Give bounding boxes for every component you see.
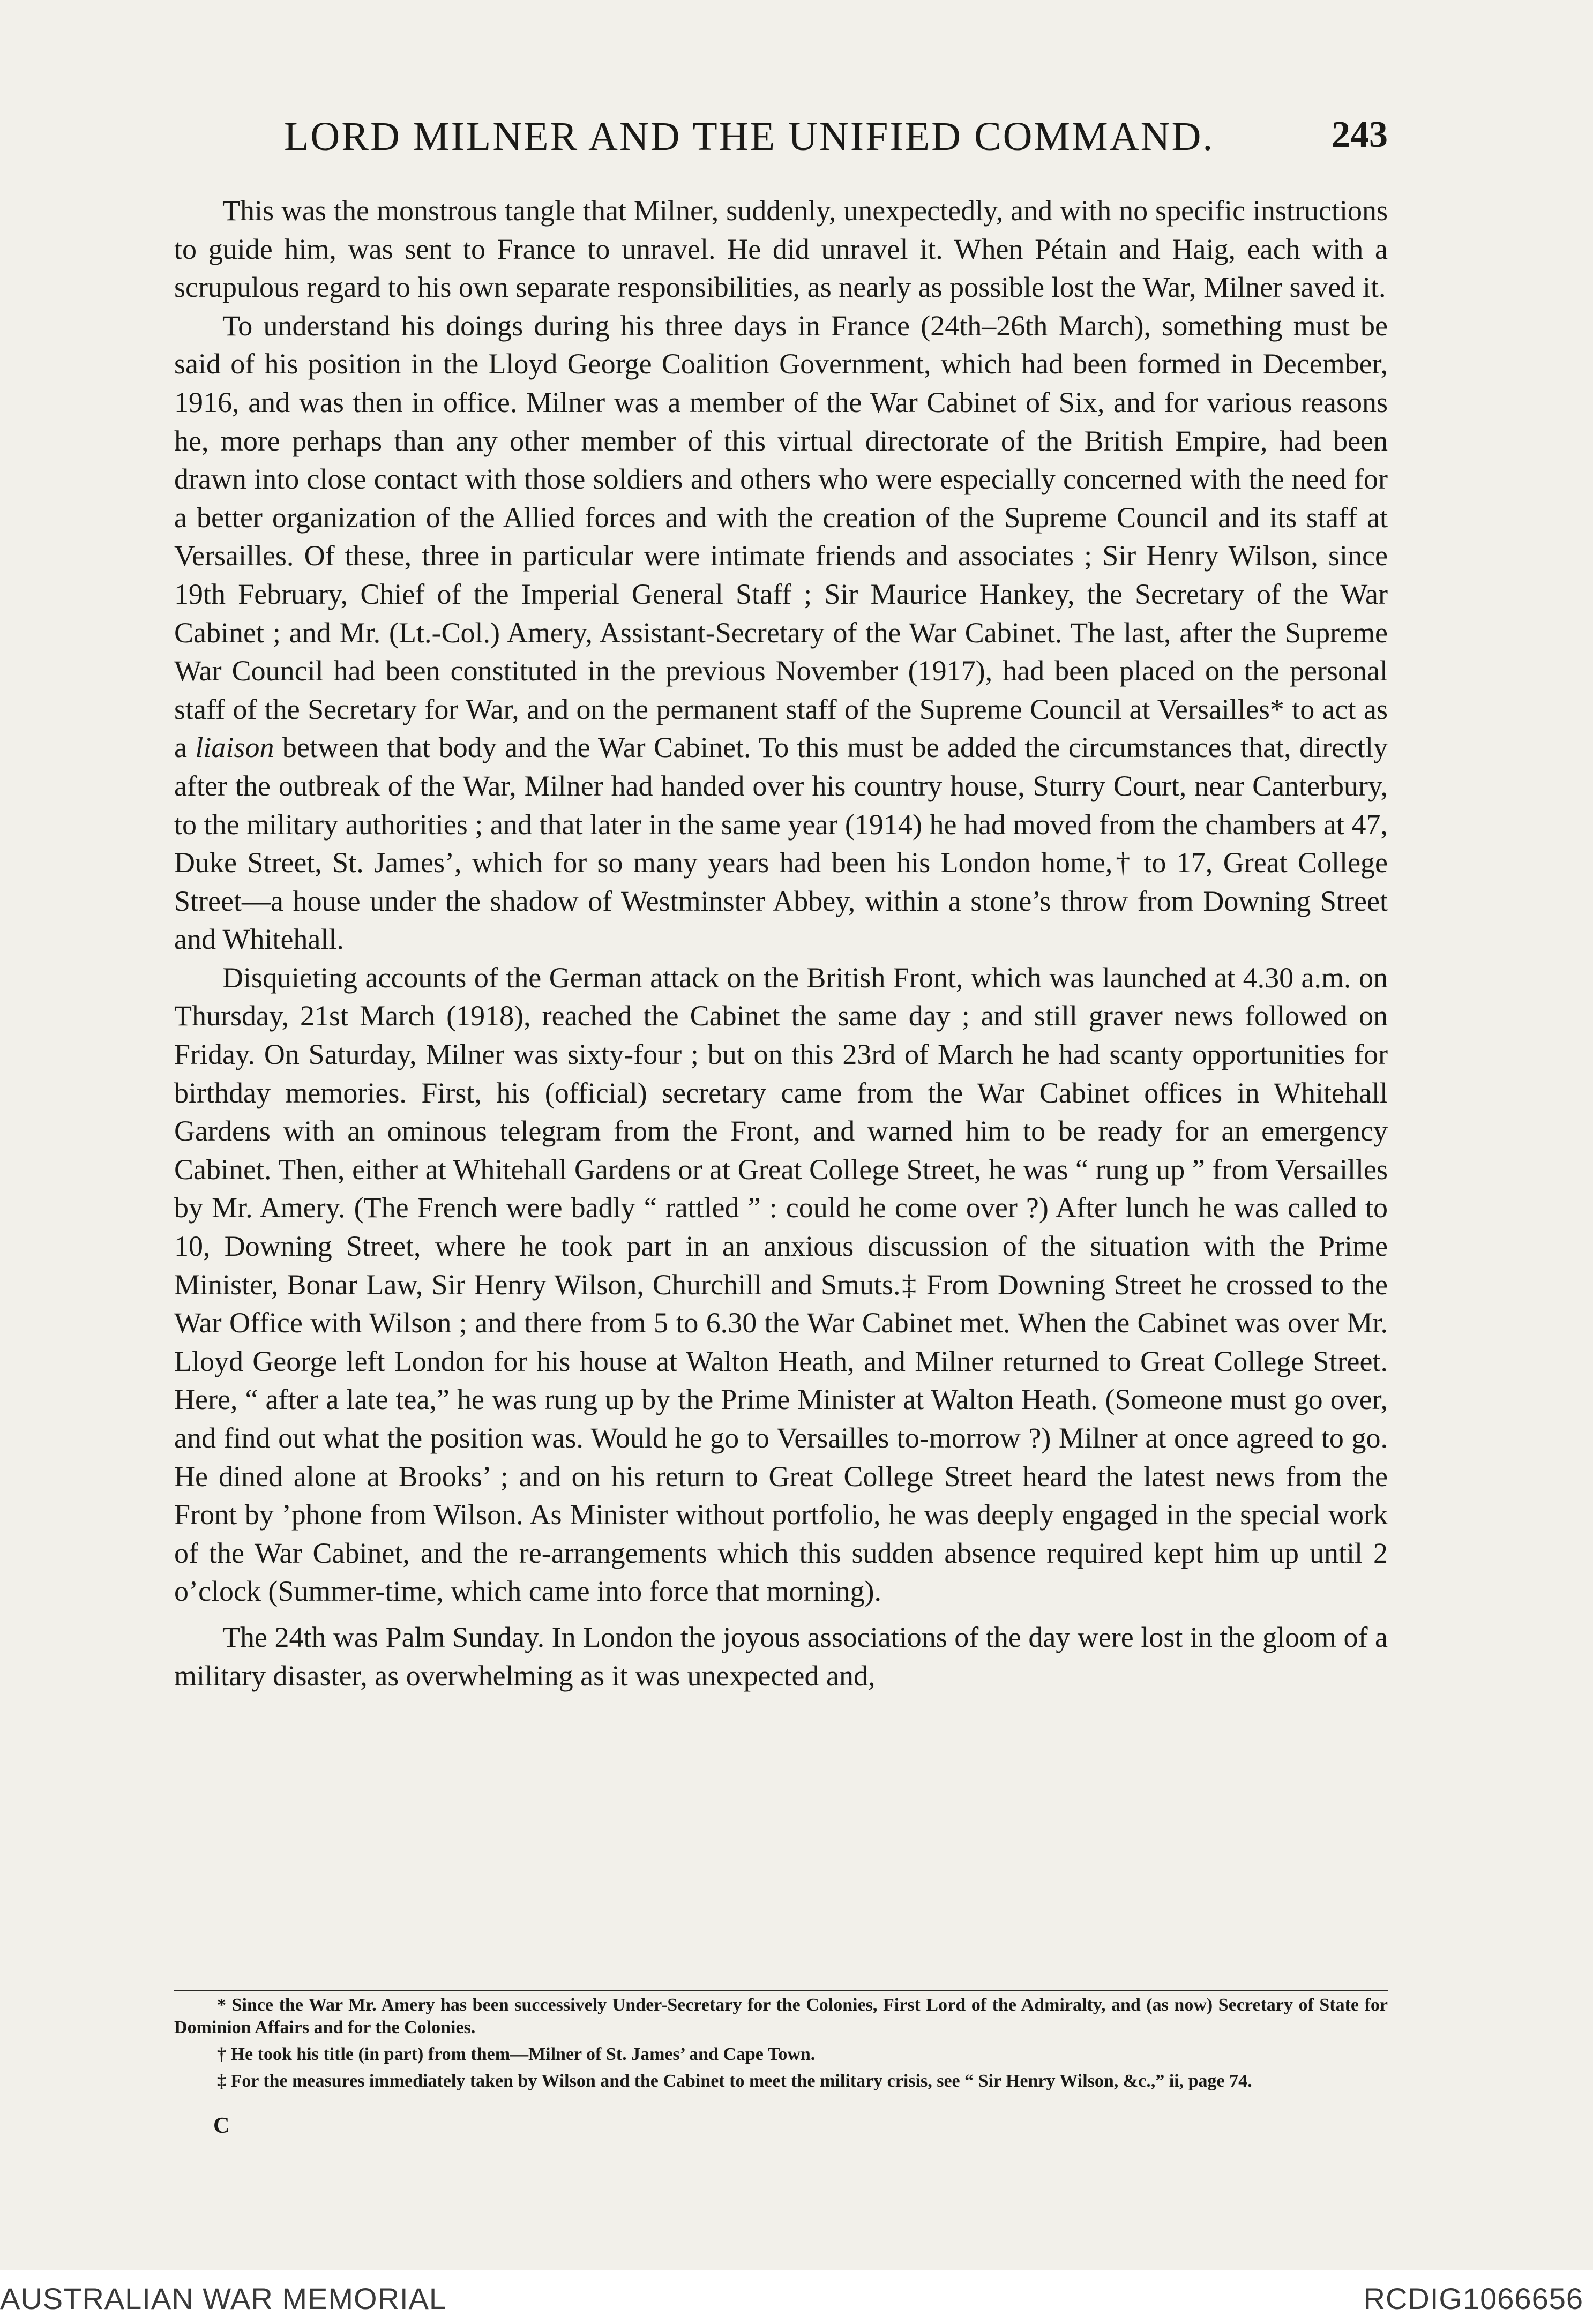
page-header xyxy=(284,114,1388,173)
archive-name: AUSTRALIAN WAR MEMORIAL xyxy=(0,2282,447,2315)
signature-mark: C xyxy=(213,2113,230,2138)
paragraph-1: This was the monstrous tangle that Milner, suddenly, unexpectedly, and with no specific instructions to guide him, was sent to France to unravel. He did unravel it. When Pétain and Haig, each with a scrupulous regard to his own separate responsibilities, as nearly as possible lost the War, Milner saved it. xyxy=(174,194,1388,304)
italic-liaison: liaison xyxy=(195,731,274,764)
paragraph-3: Disquieting accounts of the German attack on the British Front, which was launched at 4.30 a.m. on Thursday, 21st March (1918), reached the Cabinet the same day ; and still graver news followed on Friday. On Saturday, Milner was sixty-four ; but on this 23rd of March he had scanty opportunities for birthday memories. First, his (official) secretary came from the War Cabinet offices in Whitehall Gardens with an ominous telegram from the Front, and warned him to be ready for an emergency Cabinet. Then, either at Whitehall Gardens or at Great College Street, he was “ rung up ” from Versailles by Mr. Amery. (The French were badly “ rattled ” : could he come over ?) After lunch he was called to 10, Downing Street, where he took part in an anxious discussion of the situation with the Prime Minister, Bonar Law, Sir Henry Wilson, Churchill and Smuts.‡ From Downing Street he crossed to the War Office with Wilson ; and there from 5 to 6.30 the War Cabinet met. When the Cabinet was over Mr. Lloyd George left London for his house at Walton Heath, and Milner returned to Great College Street. Here, “ after a late tea,” he was rung up by the Prime Minister at Walton Heath. (Someone must go over, and find out what the position was. Would he go to Versailles to-morrow ?) Milner at once agreed to go. He dined alone at Brooks’ ; and on his return to Great College Street heard the latest news from the Front by ’phone from Wilson. As Minister without portfolio, he was deeply engaged in the special work of the War Cabinet, and the re-arrangements which this sudden absence required kept him up until 2 o’clock (Summer-time, which came into force that morning). xyxy=(174,961,1388,1608)
footnote-dagger: † He took his title (in part) from them—Milner of St. James’ and Cape Town. xyxy=(217,2044,816,2064)
footnote-double-dagger: ‡ For the measures immediately taken by Wilson and the Cabinet to meet the military crisis, see “ Sir Henry Wilson, &c.,” ii, page 74. xyxy=(217,2071,1252,2091)
page-number: 243 xyxy=(1332,114,1388,155)
body-text xyxy=(174,192,1388,1695)
footnote-rule xyxy=(174,1990,1388,1991)
paragraph-2-continuation: between that body and the War Cabinet. To this must be added the circumstances that, directly after the outbreak of the War, Milner had handed over his country house, Sturry Court, near Canterbury, to the military authorities ; and that later in the same year (1914) he had moved from the chambers at 47, Duke Street, St. James’, which for so many years had been his London home,† to 17, Great College Street—a house under the shadow of Westminster Abbey, within a stone’s throw from Downing Street and Whitehall. xyxy=(174,731,1388,956)
paragraph-4: The 24th was Palm Sunday. In London the joyous associations of the day were lost in the gloom of a military disaster, as overwhelming as it was unexpected and, xyxy=(174,1621,1388,1692)
running-head: LORD MILNER AND THE UNIFIED COMMAND. xyxy=(284,114,1215,159)
archive-reference: RCDIG1066656 xyxy=(1363,2282,1583,2315)
paragraph-2-text: To understand his doings during his three days in France (24th–26th March), something must be said of his position in the Lloyd George Coalition Government, which had been formed in December, 1916, and was then in office. Milner was a member of the War Cabinet of Six, and for various reasons he, more perhaps than any other member of this virtual directorate of the British Empire, had been drawn into close contact with those soldiers and others who were especially concerned with the need for a better organization of the Allied forces and with the creation of the Supreme Council and its staff at Versailles. Of these, three in particular were intimate friends and associates ; Sir Henry Wilson, since 19th February, Chief of the Imperial General Staff ; Sir Maurice Hankey, the Secretary of the War Cabinet ; and Mr. (Lt.-Col.) Amery, Assistant-Secretary of the War Cabinet. The last, after the Supreme War Council had been constituted in the previous November (1917), had been placed on the personal staff of the Secretary for War, and on the permanent staff of the Supreme Council at Versailles* to act as a xyxy=(174,309,1388,764)
footnotes xyxy=(174,1994,1388,2093)
footnote-star: * Since the War Mr. Amery has been successively Under-Secretary for the Colonies, First Lord of the Admiralty, and (as now) Secretary of State for Dominion Affairs and for the Colonies. xyxy=(174,1995,1388,2037)
paragraph-2 xyxy=(174,307,1388,959)
